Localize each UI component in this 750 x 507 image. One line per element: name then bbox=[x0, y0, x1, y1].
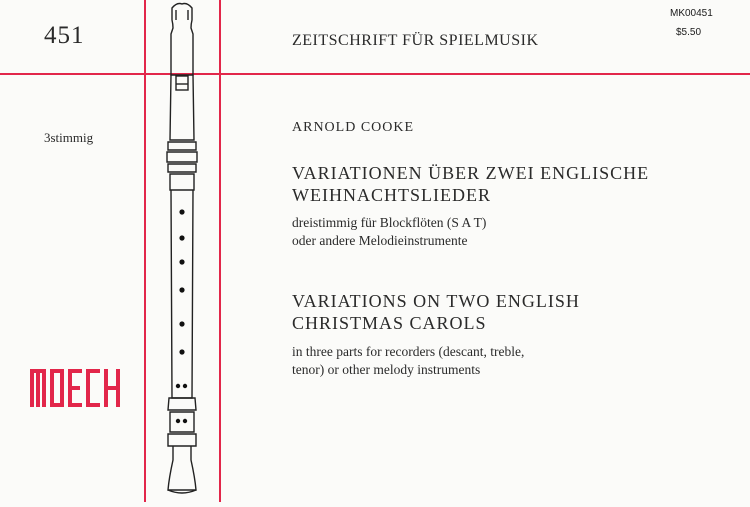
recorder-illustration bbox=[146, 0, 218, 502]
title-english bbox=[292, 290, 580, 334]
price-label: $5.50 bbox=[676, 27, 702, 38]
composer-name: ARNOLD COOKE bbox=[292, 120, 415, 135]
title-english-line-1: VARIATIONS ON TWO ENGLISH bbox=[292, 291, 580, 311]
recorder-icon bbox=[146, 0, 218, 502]
frame-line-right bbox=[219, 0, 221, 502]
title-german-line-2: WEIHNACHTSLIEDER bbox=[292, 185, 491, 205]
subtitle-german-line-2: oder andere Melodieinstrumente bbox=[292, 233, 468, 248]
subtitle-german-line-1: dreistimmig für Blockflöten (S A T) bbox=[292, 215, 487, 230]
subtitle-german bbox=[292, 214, 486, 250]
moeck-logo-svg bbox=[30, 369, 124, 409]
series-number: 451 bbox=[44, 22, 85, 49]
catalog-code: MK00451 bbox=[670, 8, 713, 19]
title-english-line-2: CHRISTMAS CAROLS bbox=[292, 313, 487, 333]
subtitle-english-line-2: tenor) or other melody instruments bbox=[292, 362, 481, 377]
subtitle-english-line-1: in three parts for recorders (descant, treble, bbox=[292, 344, 525, 359]
title-german-line-1: VARIATIONEN ÜBER ZWEI ENGLISCHE bbox=[292, 163, 650, 183]
subtitle-english bbox=[292, 343, 524, 379]
frame-line-top bbox=[0, 73, 750, 75]
title-german bbox=[292, 162, 649, 206]
voices-label: 3stimmig bbox=[44, 130, 94, 145]
series-title: ZEITSCHRIFT FÜR SPIELMUSIK bbox=[292, 32, 539, 49]
moeck-logo bbox=[30, 369, 124, 414]
